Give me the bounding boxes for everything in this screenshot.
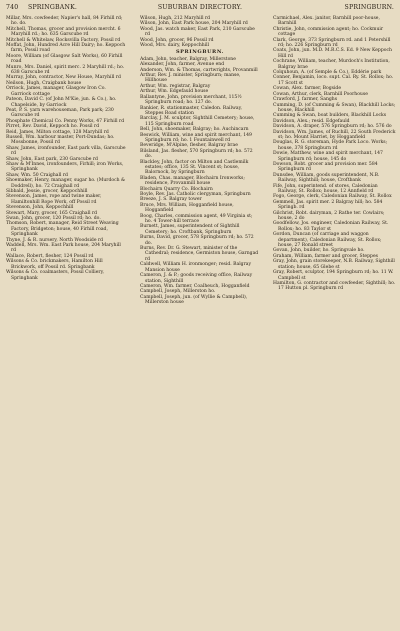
directory-entry: Caldwell, William H. ironmonger; resid. Balgray Mansion house [140,262,252,273]
directory-entry: Dowie, Matthew, wine and spirit merchant, 147 Springburn rd; house, 145 do [273,151,383,162]
directory-entry: Cameron, J. & P.; goods receiving office, Railway station, Sighthill [140,273,253,284]
section-heading: SPRINGBURN. [175,49,225,56]
directory-entry: Christie, John, commission agent; ho. Cockmuir cottage [273,26,384,38]
directory-entry: Moore, William (of Glasgow Salt Works), 60 Firhill road [6,53,123,65]
directory-entry: Mitchell & Whitelaw, Rocksvilla Factory, Possil rd [6,37,121,43]
directory-entry: Murray, John, contractor, New House, Maryhill rd [6,75,121,81]
directory-entry: Fogo, George, clerk, Caledonian Railway, St. Rollox [273,194,392,200]
directory-entry: Beveridge, M'Alpine, flesher, Balgray brae [140,143,238,149]
directory-entry: Boyle, Rev. Jas. Catholic clergyman, Springburn [140,192,251,197]
page-number: 740 [6,4,19,11]
header-right: SPRINGBURN. [344,4,394,11]
directory-entry: Blackley, John, factor on Milton and Castlemilk estates; office, 135 St. Vincent st; house, Balornock, by Springburn [140,159,249,176]
directory-entry: Arthur, Wm. Edgefauld house [140,89,209,95]
directory-entry: Campbell, Joseph, Millerston ho. [140,289,216,295]
directory-entry: Arthur, Rev. J. minister, Springburn; manse, Hillhouse [140,73,241,84]
directory-entry: Pateon, David C. (of John M'Kie, jun. & Co.), ho. Chapelside, by Garriock [6,97,117,108]
directory-entry: Cumming & Swan, boat builders, Blackhill Locks [273,113,387,119]
directory-entry: Douglas, R. G. storeman, Hyde Park Loco. Works; house, 378 Springburn rd [273,140,388,151]
directory-entry: Thyne, J. & R. nursery, North Woodside rd [6,237,104,243]
directory-entry: Breeze, J. S. Balgray tower [140,197,202,203]
directory-entry: Wood, Mrs. dairy, Keppochhill [140,43,210,49]
directory-entry: Shoemaker, Henry, manager, sugar ho. (Murdoch & Doddrell), ho. 72 Craighall rd [6,178,126,189]
column-3 [273,16,397,292]
directory-entry: Campbell, Joseph, jun. (of Wyllie & Campbell), Millerston house [140,294,248,306]
column-2 [140,16,260,306]
directory-entry: Orriock, James, manager, Glasgow Iron Co. Garriock cottage [6,86,106,97]
directory-entry: Fife, John, superintend. of stores, Caledonian Railway, St. Rollox; house, 12 Annfield rd [273,183,378,194]
directory-entry: Ballantyne, John, provision merchant, 115½ Springburn road; ho. 127 do. [140,94,242,106]
directory-entry: Davidson, A. draper, 576 Springburn rd; ho. 576 do [273,124,392,130]
directory-entry: Alexander, John, farmer, Avenue end [140,62,225,68]
directory-entry: Shaw, John, East park, 230 Garscube rd [6,156,98,162]
directory-entry: Stevenson, John, Keppochhill [6,205,74,211]
directory-entry: Shaw, James, ironfounder, East park villa, Garscube rd [6,145,126,157]
directory-entry: Clark, George, 373 Springburn rd. and 1 Petershill rd; ho. 226 Springburn rd [273,37,391,49]
directory-entry: Colquhoun, A. (of Semple & Co.), Eddérie park [273,70,382,76]
directory-entry: Adam, John, teacher, Balgray, Millerstone [140,56,236,62]
directory-entry: Neilson, Hugh, Craigbank house [6,80,82,86]
directory-entry: Hamilton, G. contractor and cowfeeder, Sighthill; ho. 17 Hutton pl. Springburn rd [273,280,396,292]
column-1 [6,16,126,281]
directory-entry: Cowan, Arthur, clerk, Barnhill Poorhouse [273,91,368,97]
directory-entry: Stewart, Mary, grocer, 165 Craighall rd [6,210,98,216]
directory-entry: Anderson, Wm. & Thomas, cartwrights, Provanmill [140,67,258,73]
running-header [6,2,394,14]
directory-entry: Bankier, R. stationmaster, Caledon. Railway, Steppes Road station [140,105,242,116]
directory-entry: Wilson, Hugh, 212 Maryhill rd [140,16,211,21]
directory-entry: Govan, John, builder, ho. Springvale ho. [273,248,365,254]
directory-entry: Conner, Benjamin, loco. supt. Cal. Ry. St. Rollox; ho. 17 Scott st [273,75,394,86]
directory-entry: Russell, Wm. harbour master, Port-Dundas; ho. Mossbonne, Possil rd [6,134,115,146]
directory-entry: Bruce, Mrs. William, Hogganfield house, Hogganfield [140,202,234,214]
directory-entry: Wood, Jas. watch maker, East Park, 210 Garscube rd [140,26,255,38]
directory-entry: Davidson, Wm. James, of Ruchill, 22 South Frederick st; ho. Mount Harriet, by Hogganfield [273,129,396,140]
directory-entry: Gray, John, grain storekeeper, N.B. Railway, Sighthill station; house, 65 Glebe st [273,259,395,270]
directory-entry: Cochrane, William, teacher, Murdoch's Institution, Balgray brae [273,59,390,70]
directory-entry: Blochairn Quarry Co. Blochairn [140,186,213,192]
directory-entry: Carmichael, Alex. janitor, Barnhill poor-house, Barnhill [273,16,380,27]
directory-entry: Wallace, Robert, flesher, 124 Possil rd [6,253,94,259]
directory-entry: Crawford, J. farmer, Sanghs [273,97,338,103]
directory-entry: Munro, Mrs. Daniel, spirit merc. 2 Maryhill rd.; ho. 638 Garscube rd [6,64,125,76]
directory-entry: Coats, John, jun. M.D. M.R.C.S. Ed. 9 New Keppoch Hill rd [273,48,392,59]
directory-entry: Peat, P. S. yarn warehouseman, Park park; 230 Garscube rd [6,107,114,119]
directory-entry: Burns, David, grocer, 578 Springburn rd; ho. 572 do. [140,235,254,246]
directory-entry: Phosphate Chemical Co. Penny Works, 47 Firhill rd [6,118,125,124]
directory-entry: Stevenson, James, rope and twine maker, Hamiltonhill Rope Work, off Possil rd [6,194,102,205]
directory-entry: Burnett, James, superintendent of Sighthill Cemetery; ho. Croftbank, Springburn [140,224,240,235]
directory-entry: Dunsdee, William, goods superintendent, N.B. Railway, Sighthill; house, Croftbank [273,172,380,184]
directory-entry: Cumming, D. (of Cumming & Swan), Blackhill Locks; house, Blackhill [273,102,396,113]
directory-entry: Pirret, Rev. David, Keppoch ho. Possil rd [6,124,100,130]
directory-entry: Mitchell, Thomas, grocer and provision mercht. 6 Maryhill rd.; ho. 635 Garscube rd [6,26,121,38]
directory-entry: Sibbald, Jessie, grocer, Keppochhill [6,189,88,194]
directory-entry: Gray, Robert, sculptor, 194 Springburn rd; ho. 11 W. Campbell st [273,270,394,281]
directory-entry: Cameron, Wm. farmer, Coalheuch, Hogganfield [140,283,250,289]
directory-entry: Shaw & M'Innes, ironfounders, Firhill; iron Works, Springbank [6,161,124,173]
directory-entry: Wilsons & Co. brickmakers, Hamilton Hill Brickwork, off Possil rd. Springbank [6,259,103,270]
directory-entry: Cowan, Alex. farmer, Bogside [273,86,342,92]
directory-entry: Wilson, John, East Park house, 204 Maryhill rd [140,21,248,27]
directory-entry: Barclay, J. M. sculptor, Sighthill Cemetery; house, 115 Springburn road [140,116,255,127]
directory-entry: Wilsons & Co. coalmasters, Possil Colliery, Springbank [6,270,105,281]
directory-entry: Arthur, Wm. registrar, Balgray [140,83,211,89]
directory-entry: Waddell, Mrs. Wm. East Park house, 204 Maryhill rd [6,243,121,254]
directory-entry: Gordon, Duncan (of carriage and waggon department), Caledonian Railway, St. Rollox; house, 27 Ronald street [273,232,382,249]
directory-entry: Reid, James, Milton cottage, 128 Maryhill rd [6,129,109,135]
directory-entry: Goodfellow, Jos. engineer, Caledonian Railway, St. Rollox; ho. 83 Taylor st [273,221,389,232]
directory-entry: Shaw, Wm. 50 Craighall rd [6,172,68,178]
directory-entry: Dowson, Robt. grocer and provision mer. 584 Springburn rd [273,161,378,173]
directory-entry: Gilchrist, Robt. dairyman, 2 Rathe ter. Cowlairs; house, 2 do [273,210,385,222]
directory-entry: Bilsland, Jas. flesher, 570 Springburn rd; ho. 572 do. [140,148,253,160]
directory-entry: Thomson, Robert, manager, Reid Street Weaving Factory, Bridgeton; house, 40 Firhill road, Springbank [6,221,119,238]
directory-entry: Boog, Charles, commission agent, 49 Virginia st; ho. 4 Tower-hill terrace [140,213,253,225]
directory-entry: Bell, John, shoemaker, Balgray; ho. Auchincarn [140,127,249,133]
directory-entry: Gemmell, Jas. spirit mer. 2 Balgray hill; ho. 584 Springb. rd [273,199,383,211]
column-2-entries-after [140,57,260,306]
header-center: SUBURBAN DIRECTORY. [157,4,243,11]
directory-entry: Swan, John, grocer, 120 Possil rd; ho. do. [6,216,101,222]
directory-entry: Burns, Rev. Dr. G. Stewart, minister of the Cathedral; residence, Germiston house, Garngad rd [140,246,259,262]
directory-entry: Beswick, William, wine and spirit merchant, 149 Springburn rd; ho. 1 Fountainwell rd [140,132,252,143]
directory-entry: Bladen, Chas. manager, Blochairn Ironworks; residence, Provanmill house [140,175,245,187]
directory-entry: Moffat, John, Hundred Acre Hill Dairy; ho. Keppoch farm, Possil road [6,43,126,54]
directory-entry: Davidson, Alex.; resid. Edgefauld [273,118,350,124]
header-left: SPRINGBANK. [28,4,78,11]
column-2-entries-before [140,16,260,48]
directory-entry: Graham, William, farmer and grocer, Steppes [273,253,378,259]
directory-entry: Wood, John, grocer, 96 Possil rd [140,37,214,43]
directory-entry: Millar, Mrs. cowfeeder, Napier's hall, 84 Firhill rd; ho. do. [6,16,123,27]
